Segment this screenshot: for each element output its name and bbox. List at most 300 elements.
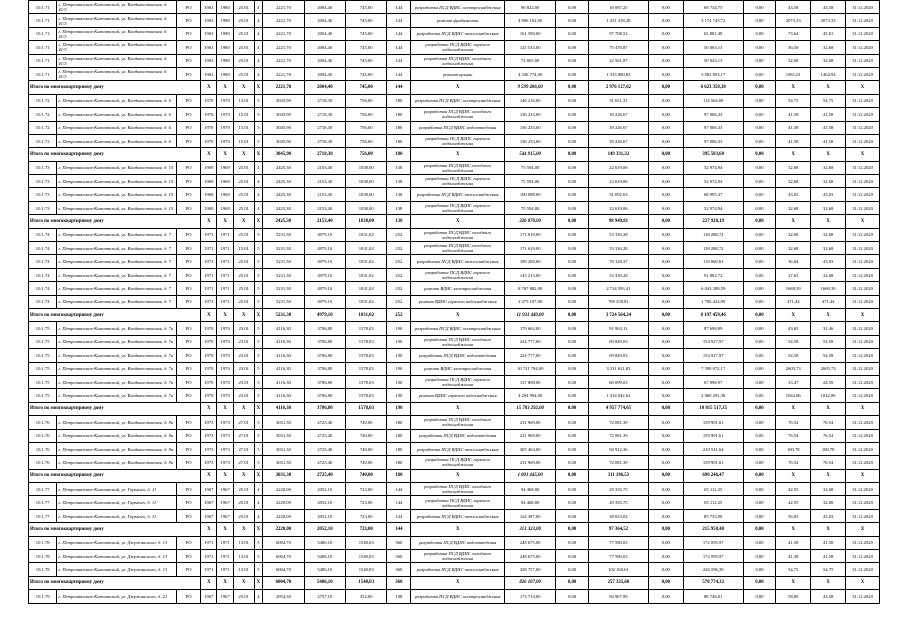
table-cell: 0,00 xyxy=(648,255,683,268)
table-cell: 1963 xyxy=(201,27,217,40)
table-cell: РО xyxy=(177,94,201,107)
table-cell: 1970 xyxy=(201,322,217,335)
work-type-cell: разработка ПСД ВДИС горячего водоснабжения xyxy=(411,375,505,388)
table-cell: 0,00 xyxy=(743,215,776,228)
table-cell: 2073,33 xyxy=(811,14,846,27)
table-cell: 4116,30 xyxy=(263,335,304,348)
table-cell: 1971 xyxy=(201,228,217,241)
table-row xyxy=(29,108,880,121)
table-cell: 1 334 042,62 xyxy=(588,389,648,402)
table-row xyxy=(29,242,880,255)
table-cell: 190 xyxy=(387,402,411,415)
table-cell: 31.12.2020 xyxy=(846,134,880,147)
table-cell: 180 xyxy=(387,456,411,469)
table-cell: X xyxy=(233,215,254,228)
table-cell: 42,55 xyxy=(776,496,811,509)
table-cell: 31.12.2020 xyxy=(846,268,880,281)
table-cell: 257 335,68 xyxy=(588,576,648,589)
table-cell: 0,00 xyxy=(743,41,776,54)
row-number: 10.1.74 xyxy=(29,228,57,241)
table-cell: 0,00 xyxy=(648,94,683,107)
table-cell: 5 xyxy=(254,255,263,268)
table-cell: 2954,30 xyxy=(263,590,304,603)
table-cell: 1038,00 xyxy=(346,175,387,188)
table-row xyxy=(29,134,880,147)
table-cell: 72 081,39 xyxy=(588,416,648,429)
table-cell: 2052,10 xyxy=(304,483,345,496)
table-cell: 171 619,00 xyxy=(505,242,556,255)
work-type-cell: разработка ПСД ВДИС холодного водоснабжения xyxy=(411,335,505,348)
address-cell: г. Петропавловск-Камчатский, ул. Горького, д. 11 xyxy=(57,496,177,509)
table-cell: 43,03 xyxy=(811,188,846,201)
table-cell: 2004,40 xyxy=(304,1,345,14)
table-cell: 31.12.2020 xyxy=(846,442,880,455)
table-cell: 0,00 xyxy=(556,550,589,563)
table-cell: X xyxy=(217,469,233,482)
table-cell: 1038,00 xyxy=(346,201,387,214)
table-cell: 0,00 xyxy=(648,148,683,161)
table-cell: 570 774,32 xyxy=(683,576,743,589)
work-type-cell: ремонт ВДИС электроснабжения xyxy=(411,282,505,295)
table-cell: 25.01 xyxy=(233,175,254,188)
table-cell: 0,00 xyxy=(556,375,589,388)
table-cell: X xyxy=(846,148,880,161)
table-cell: 144 xyxy=(387,54,411,67)
table-cell: 31.12.2020 xyxy=(846,255,880,268)
address-cell: г. Петропавловск-Камчатский, ул. Дзержинского, д. 13 xyxy=(57,536,177,549)
table-cell: 154 927,97 xyxy=(683,335,743,348)
table-cell: 137 898,00 xyxy=(505,375,556,388)
table-row xyxy=(29,201,880,214)
table-cell: 2725,40 xyxy=(304,429,345,442)
table-cell: 0,00 xyxy=(556,576,589,589)
table-cell: 31.12.2020 xyxy=(846,429,880,442)
table-cell: 0,00 xyxy=(556,188,589,201)
table-cell: 745,00 xyxy=(346,27,387,40)
work-type-cell: 11 931 440,00 xyxy=(505,308,556,321)
table-cell: 248 675,00 xyxy=(505,536,556,549)
address-cell: г. Петропавловск-Камчатский, ул. Владивостокская, д. 41/3 xyxy=(57,1,177,14)
table-cell: 0,00 xyxy=(648,483,683,496)
table-cell: 31.12.2020 xyxy=(846,282,880,295)
table-cell: 32,68 xyxy=(811,201,846,214)
table-cell: 144 xyxy=(387,27,411,40)
table-cell: 1971 xyxy=(201,282,217,295)
table-cell: 52 974,94 xyxy=(683,201,743,214)
table-cell: 3 724 564,24 xyxy=(588,308,648,321)
table-cell: X xyxy=(846,308,880,321)
table-cell: 32,68 xyxy=(811,242,846,255)
table-cell: 1971 xyxy=(201,563,217,576)
table-cell: 53 330,28 xyxy=(588,268,648,281)
table-cell: 0,00 xyxy=(743,442,776,455)
table-cell: 32,68 xyxy=(776,54,811,67)
table-cell: 52 974,94 xyxy=(683,175,743,188)
work-type-cell: ремонт ВДИС электроснабжения xyxy=(411,362,505,375)
address-cell: г. Петропавловск-Камчатский, ул. Владивостокская, д. 9а xyxy=(57,429,177,442)
table-cell: 15.01 xyxy=(233,121,254,134)
table-cell: 0,00 xyxy=(556,322,589,335)
table-cell: 1971 xyxy=(201,242,217,255)
table-cell: 1042,86 xyxy=(811,389,846,402)
row-number: 10.1.73 xyxy=(29,188,57,201)
table-cell: X xyxy=(201,148,217,161)
table-cell: X xyxy=(254,402,263,415)
table-cell: 0,00 xyxy=(556,121,589,134)
table-cell: 180 xyxy=(387,469,411,482)
table-cell: 0,00 xyxy=(556,389,589,402)
table-cell: X xyxy=(776,576,811,589)
row-number: 10.1.76 xyxy=(29,416,57,429)
work-type-cell: разработка ПСД ВДИС холодного водоснабжения xyxy=(411,54,505,67)
table-cell: 0,00 xyxy=(648,375,683,388)
table-cell: 1973 xyxy=(201,456,217,469)
table-cell: X xyxy=(411,81,505,94)
table-cell: 6004,70 xyxy=(263,576,304,589)
table-cell: 5 xyxy=(254,268,263,281)
row-number: 10.1.74 xyxy=(29,282,57,295)
table-cell: 0,00 xyxy=(648,268,683,281)
table-row xyxy=(29,483,880,496)
table-cell: 740,00 xyxy=(346,429,387,442)
table-cell: 0,00 xyxy=(648,509,683,522)
table-cell: 2725,40 xyxy=(304,456,345,469)
table-cell: 1963 xyxy=(201,1,217,14)
table-cell: 0,00 xyxy=(743,161,776,174)
table-cell: 63 881,48 xyxy=(683,27,743,40)
table-cell: 2004,40 xyxy=(304,54,345,67)
table-cell: 144 xyxy=(387,67,411,80)
table-cell: 32,68 xyxy=(776,201,811,214)
table-cell: 252 xyxy=(387,295,411,308)
table-cell: 1980 xyxy=(217,1,233,14)
table-cell: 180 xyxy=(387,442,411,455)
table-cell: 5406,10 xyxy=(304,550,345,563)
table-cell: 1578,03 xyxy=(346,402,387,415)
table-cell: 1963 xyxy=(201,14,217,27)
table-cell: 0,00 xyxy=(743,255,776,268)
table-cell: 745,00 xyxy=(346,81,387,94)
table-cell: 0,00 xyxy=(648,242,683,255)
address-cell: г. Петропавловск-Камчатский, ул. Владивостокская, д. 7 xyxy=(57,228,177,241)
table-cell: 1970 xyxy=(217,108,233,121)
table-cell: 4 xyxy=(254,590,263,603)
table-cell: 3706,80 xyxy=(304,349,345,362)
row-number: 10.1.73 xyxy=(29,175,57,188)
table-cell: X xyxy=(201,215,217,228)
table-cell: 1464,94 xyxy=(811,67,846,80)
table-cell: 1973 xyxy=(201,442,217,455)
work-type-cell: разработка ПСД ВДИС электроснабжения xyxy=(411,590,505,603)
table-cell: 32,68 xyxy=(776,242,811,255)
work-type-cell: ремонт крыши xyxy=(411,67,505,80)
table-cell: 0,00 xyxy=(743,134,776,147)
table-cell: РО xyxy=(177,416,201,429)
table-cell: 25.01 xyxy=(233,54,254,67)
address-cell: г. Петропавловск-Камчатский, ул. Владивостокская, д. 6 xyxy=(57,94,177,107)
table-cell: 3045,90 xyxy=(263,94,304,107)
table-cell: 31.12.2020 xyxy=(846,14,880,27)
table-cell: 94 468,00 xyxy=(505,496,556,509)
table-cell: 2220,00 xyxy=(263,523,304,536)
table-cell: 172 095,97 xyxy=(683,536,743,549)
table-cell: X xyxy=(776,308,811,321)
table-cell: 0,00 xyxy=(556,175,589,188)
address-cell: г. Петропавловск-Камчатский, ул. Владивостокская, д. 6 xyxy=(57,108,177,121)
table-cell: 5 xyxy=(254,134,263,147)
table-cell: 4116,30 xyxy=(263,402,304,415)
work-type-cell: разработка ПСД ВДИС электроснабжения xyxy=(411,322,505,335)
table-cell: РО xyxy=(177,295,201,308)
table-cell: 0,00 xyxy=(556,402,589,415)
row-number: 10.1.75 xyxy=(29,349,57,362)
table-cell: 1031,02 xyxy=(346,308,387,321)
table-cell: 144 xyxy=(387,81,411,94)
work-type-cell: 1 001 445,00 xyxy=(505,469,556,482)
table-row xyxy=(29,67,880,80)
table-cell: 0,00 xyxy=(556,295,589,308)
table-cell: 6004,70 xyxy=(263,536,304,549)
work-type-cell: разработка ПСД ВДИС водоотведения xyxy=(411,349,505,362)
address-cell: г. Петропавловск-Камчатский, ул. Дзержинского, д. 13 xyxy=(57,550,177,563)
table-cell: 1540,03 xyxy=(346,563,387,576)
table-cell: 0,00 xyxy=(743,1,776,14)
row-number: 10.1.74 xyxy=(29,268,57,281)
table-cell: 3031,30 xyxy=(263,456,304,469)
table-row xyxy=(29,161,880,174)
table-cell: 0,00 xyxy=(743,389,776,402)
table-cell: X xyxy=(846,402,880,415)
table-cell: 149 331,32 xyxy=(588,148,648,161)
table-cell: X xyxy=(411,576,505,589)
table-cell: 1970 xyxy=(201,349,217,362)
table-cell: 0,00 xyxy=(648,576,683,589)
address-cell: г. Петропавловск-Камчатский, ул. Горького, д. 11 xyxy=(57,483,177,496)
table-cell: 77 580,03 xyxy=(588,536,648,549)
table-cell: 31.12.2020 xyxy=(846,335,880,348)
table-cell: 1970 xyxy=(217,322,233,335)
table-cell: 0,00 xyxy=(556,67,589,80)
work-type-cell: разработка ПСД ВДИС горячего водоснабжения xyxy=(411,41,505,54)
table-cell: 124 387,00 xyxy=(505,509,556,522)
table-cell: 53 330,28 xyxy=(588,228,648,241)
table-cell: 6004,70 xyxy=(263,563,304,576)
table-cell: 31.12.2020 xyxy=(846,456,880,469)
table-cell: 173 714,00 xyxy=(505,590,556,603)
table-cell: 13.01 xyxy=(233,563,254,576)
table-cell: 31.12.2020 xyxy=(846,496,880,509)
table-cell: 2221,70 xyxy=(263,41,304,54)
row-number: 10.1.71 xyxy=(29,14,57,27)
table-cell: 4116,30 xyxy=(263,375,304,388)
table-cell: 190 xyxy=(387,335,411,348)
table-cell: 27.01 xyxy=(233,442,254,455)
table-cell: 25.01 xyxy=(233,67,254,80)
table-cell: X xyxy=(411,215,505,228)
table-cell: 2718,30 xyxy=(304,134,345,147)
table-cell: 745,00 xyxy=(346,41,387,54)
table-cell: X xyxy=(233,469,254,482)
table-cell: 180 xyxy=(387,416,411,429)
table-cell: X xyxy=(233,308,254,321)
table-cell: 23.01 xyxy=(233,375,254,388)
table-cell: 25.01 xyxy=(233,509,254,522)
row-number: 10.1.71 xyxy=(29,41,57,54)
table-cell: 2153,40 xyxy=(304,215,345,228)
table-cell: 75 594,00 xyxy=(505,175,556,188)
table-cell: 0,00 xyxy=(556,215,589,228)
table-cell: 25.01 xyxy=(233,41,254,54)
table-cell: 0,00 xyxy=(556,282,589,295)
table-cell: X xyxy=(811,308,846,321)
table-cell: 56,50 xyxy=(776,41,811,54)
row-number: 10.1.74 xyxy=(29,295,57,308)
work-type-cell: разработка ПСД ВДИС водоотведения xyxy=(411,121,505,134)
table-cell: X xyxy=(411,469,505,482)
table-cell: 118 288,72 xyxy=(683,228,743,241)
work-type-cell: разработка ПСД ВДИС горячего водоснабжения xyxy=(411,268,505,281)
table-cell: 3031,30 xyxy=(263,429,304,442)
address-cell: г. Петропавловск-Камчатский, ул. Владивостокская, д. 7 xyxy=(57,295,177,308)
table-cell: X xyxy=(776,148,811,161)
table-cell: 22 619,06 xyxy=(588,161,648,174)
address-cell: г. Петропавловск-Камчатский, ул. Владивостокская, д. 7а xyxy=(57,335,177,348)
table-cell: РО xyxy=(177,389,201,402)
table-cell: 0,00 xyxy=(648,161,683,174)
table-cell: 0,00 xyxy=(743,108,776,121)
table-cell: 5406,10 xyxy=(304,576,345,589)
table-cell: 745,00 xyxy=(346,54,387,67)
table-cell: 97 006,33 xyxy=(683,121,743,134)
table-cell: РО xyxy=(177,121,201,134)
table-cell: 97 006,33 xyxy=(683,108,743,121)
table-cell: 4 xyxy=(254,496,263,509)
row-number: 10.1.72 xyxy=(29,94,57,107)
table-cell: 85 733,98 xyxy=(683,509,743,522)
table-cell: 0,00 xyxy=(556,41,589,54)
table-cell: 4116,30 xyxy=(263,389,304,402)
table-cell: 31.12.2020 xyxy=(846,563,880,576)
table-row xyxy=(29,41,880,54)
table-cell: 1970 xyxy=(201,94,217,107)
table-cell: X xyxy=(254,215,263,228)
subtotal-row xyxy=(29,148,880,161)
table-cell: 0,00 xyxy=(743,349,776,362)
table-cell: 41,58 xyxy=(811,550,846,563)
work-type-cell: 313 323,00 xyxy=(505,523,556,536)
table-cell: 1 431 418,28 xyxy=(588,14,648,27)
subtotal-row xyxy=(29,469,880,482)
table-cell: 5231,30 xyxy=(263,242,304,255)
table-cell: 0,00 xyxy=(556,14,589,27)
table-cell: 1963 xyxy=(201,54,217,67)
table-cell: 2718,30 xyxy=(304,148,345,161)
work-type-cell: разработка ПСД ВДИС холодного водоснабжения xyxy=(411,483,505,496)
table-cell: 1973 xyxy=(217,442,233,455)
table-cell: 3706,80 xyxy=(304,335,345,348)
table-cell: 5 xyxy=(254,362,263,375)
table-cell: РО xyxy=(177,429,201,442)
work-type-cell: разработка ПСД ВДИС горячего водоснабжения xyxy=(411,201,505,214)
table-cell: 2221,70 xyxy=(263,67,304,80)
work-type-cell: 326 870,00 xyxy=(505,215,556,228)
table-cell: 0,00 xyxy=(743,483,776,496)
table-cell: 5 xyxy=(254,94,263,107)
table-cell: 0,00 xyxy=(648,550,683,563)
table-cell: 0,00 xyxy=(648,201,683,214)
table-cell: 41,58 xyxy=(811,108,846,121)
table-cell: 32,68 xyxy=(811,175,846,188)
table-cell: 723,00 xyxy=(346,523,387,536)
table-cell: 0,00 xyxy=(556,308,589,321)
table-cell: 41,58 xyxy=(776,108,811,121)
table-cell: 13.01 xyxy=(233,550,254,563)
table-cell: 4 957 774,65 xyxy=(588,402,648,415)
table-cell: 6 043 288,59 xyxy=(683,282,743,295)
table-cell: РО xyxy=(177,108,201,121)
table-cell: 76,54 xyxy=(811,456,846,469)
table-cell: РО xyxy=(177,456,201,469)
work-type-cell: разработка ПСД ВДИС холодного водоснабжения xyxy=(411,242,505,255)
address-cell: г. Петропавловск-Камчатский, ул. Владивостокская, д. 41/3 xyxy=(57,14,177,27)
row-number: 10.1.78 xyxy=(29,536,57,549)
table-cell: 4 xyxy=(254,201,263,214)
work-type-cell: разработка ПСД ВДИС водоотведения xyxy=(411,536,505,549)
table-cell: 32,68 xyxy=(811,41,846,54)
table-cell: 1971 xyxy=(217,536,233,549)
table-cell: 1031,02 xyxy=(346,242,387,255)
subtotal-row xyxy=(29,308,880,321)
table-cell: 0,00 xyxy=(556,469,589,482)
table-cell: 2725,40 xyxy=(304,416,345,429)
table-cell: 227 920,19 xyxy=(683,215,743,228)
table-cell: 23.01 xyxy=(233,322,254,335)
table-cell: 5 xyxy=(254,108,263,121)
table-cell: 41,38 xyxy=(776,550,811,563)
table-cell: 94 922,36 xyxy=(588,442,648,455)
subtotal-label: Итого по многоквартирному дому xyxy=(29,402,201,415)
row-number: 10.1.73 xyxy=(29,201,57,214)
table-cell: 0,00 xyxy=(743,175,776,188)
table-cell: 0,00 xyxy=(556,242,589,255)
table-cell: X xyxy=(811,215,846,228)
table-cell: 5 xyxy=(254,563,263,576)
table-cell: 43,03 xyxy=(811,255,846,268)
table-cell: 1578,03 xyxy=(346,335,387,348)
address-cell: г. Петропавловск-Камчатский, ул. Владивостокская, д. 15 xyxy=(57,175,177,188)
table-cell: 0,00 xyxy=(743,509,776,522)
table-cell: 0,00 xyxy=(743,228,776,241)
work-type-cell: разработка ПСД ВДИС теплоснабжения xyxy=(411,509,505,522)
table-cell: 72 081,39 xyxy=(588,456,648,469)
table-cell: 190 xyxy=(387,362,411,375)
table-cell: 1971 xyxy=(217,255,233,268)
address-cell: г. Петропавловск-Камчатский, ул. Владивостокская, д. 9а xyxy=(57,456,177,469)
table-cell: X xyxy=(233,148,254,161)
table-cell: 70 128,37 xyxy=(588,255,648,268)
table-cell: 97 006,33 xyxy=(683,134,743,147)
table-cell: 0,00 xyxy=(743,335,776,348)
table-cell: РО xyxy=(177,550,201,563)
table-cell: 0,00 xyxy=(556,335,589,348)
table-cell: X xyxy=(846,81,880,94)
table-cell: 1669,39 xyxy=(776,282,811,295)
table-cell: 68 995,37 xyxy=(683,188,743,201)
document-page xyxy=(28,0,880,604)
table-cell: 190 xyxy=(387,375,411,388)
table-cell: 5 xyxy=(254,121,263,134)
table-cell: 1971 xyxy=(217,563,233,576)
